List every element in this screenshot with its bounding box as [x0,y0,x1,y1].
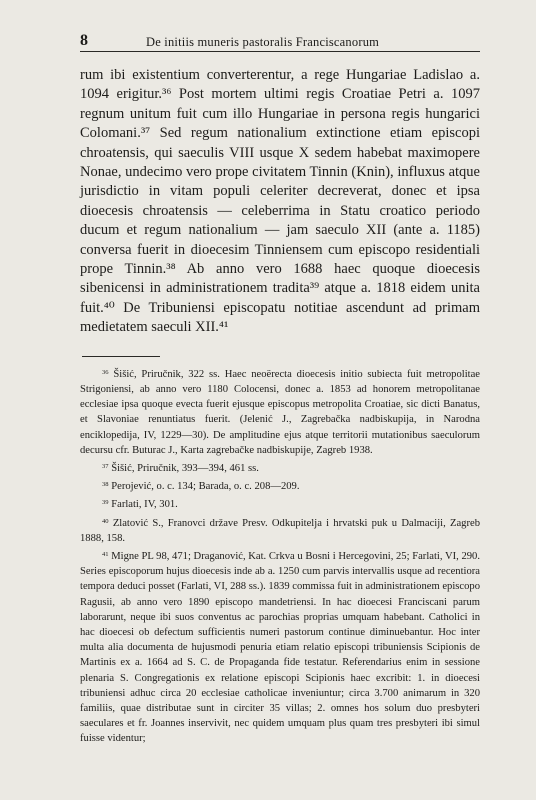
footnote-number: 37 [102,462,109,470]
footnote-41 [80,549,480,747]
footnote-separator [82,356,160,357]
footnote-40 [80,516,480,546]
footnote-39 [80,497,480,512]
footnote-text: Šišić, Priručnik, 322 ss. Haec neoërecta dioecesis initio subiecta fuit metropolitae Strigoniensi, ab anno vero 1180 Colocensi, donec a. 1853 ad honorem metropolitanae ecclesiae ipsa quoque evecta fuerit ejusque episcopus metropolita Croatiae, sic dicti Banatus, et Slavoniae renuntiatus fuerit. (Jelenić J., Zagrebačka nadbiskupija, in Narodna enciklopedija, IV, 1229—30). De amplitudine ejus atque territorii mutationibus saeculorum decursu cfr. Buturac J., Karta zagrebačke nadbiskupije, Zagreb 1938. [80,368,480,456]
footnote-number: 41 [102,550,109,558]
page-number: 8 [80,32,88,49]
footnote-text: Farlati, IV, 301. [111,499,178,511]
footnote-number: 38 [102,481,109,489]
footnote-38 [80,479,480,494]
footnote-text: Perojević, o. c. 134; Barada, o. c. 208—209. [111,481,300,493]
footnote-37 [80,461,480,476]
footnote-number: 39 [102,499,109,507]
running-title: De initiis muneris pastoralis Franciscanorum [146,35,380,49]
footnote-number: 40 [102,517,109,525]
footnote-number: 36 [102,368,109,376]
footnote-36 [80,367,480,458]
footnotes [80,367,480,747]
main-paragraph: rum ibi existentium converterentur, a rege Hungariae Ladislao a. 1094 erigitur.³⁶ Post mortem ultimi regis Croatiae Petri a. 1097 regnum unitum fuit cum illo Hungariae in persona regis hungarici Colomani.³⁷ Sed regum nationalium extinctione etiam episcopi chroatensis, qui saeculis VIII usque X sedem habebat maximopere Nonae, undecimo vero prope civitatem Tinnin (Knin), influxus atque jurisdictio in vitam populi celeriter decreverat, donec et ipsa dioecesis chroatensis — celeberrima in Statu croatico periodo ducum et regum nationalium — jam saeculo XII (ante a. 1185) conversa fuerit in dioecesim Tinniensem cum episcopo residentiali prope Tinnin.³⁸ Ab anno vero 1688 haec quoque dioecesis sibenicensi in administrationem tradita³⁹ atque a. 1818 eidem unita fuit.⁴⁰ De Tribuniensi episcopatu notitiae ascendunt ad primam medietatem saeculi XII.⁴¹ [80,67,480,336]
main-text [80,66,480,338]
footnote-text: Zlatović S., Franovci države Presv. Odkupitelja i hrvatski puk u Dalmaciji, Zagreb 1888, 158. [80,517,480,544]
page-header [80,33,480,52]
footnote-text: Migne PL 98, 471; Draganović, Kat. Crkva u Bosni i Hercegovini, 25; Farlati, VI, 290. Series episcoporum hujus dioecesis inde ab a. 1250 cum parvis intervallis usque ad recentiora tempora deduci posset (Farlati, VI, 288 ss.). 1839 commissa fuit in administrationem episcopo Ragusii, ab anno vero 1890 episcopo mandetriensi. In hac dioecesi Franciscani parum laborarunt, neque ibi suos conventus ac parochias proprias umquam habebant. Catholici in hac dioecesi ob defectum sufficientis numeri pastorum continue diminuebantur. Hoc inter multa alia documenta de hujusmodi penuria etiam relatio episcopi tribuniensis Scipionis de Martinis ex a. 1664 ad S. C. de Propaganda fide testatur. Referendarius enim in sessione plenaria S. Congregationis ex relatione episcopi Scipionis haec excribit: 1. in dioecesi tribuniensi adhuc circa 20 ecclesiae catholicae inveniuntur; circa 3.700 animarum in 320 familiis, quae distributae sunt in circiter 35 villas; 2. omnes hos solum duo presbyteri saeculares et fr. Joannes inservivit, nec quidem umquam plus quam tres presbyteri ibi simul fuisse videntur; [80,550,480,745]
footnote-text: Šišić, Priručnik, 393—394, 461 ss. [111,462,259,474]
